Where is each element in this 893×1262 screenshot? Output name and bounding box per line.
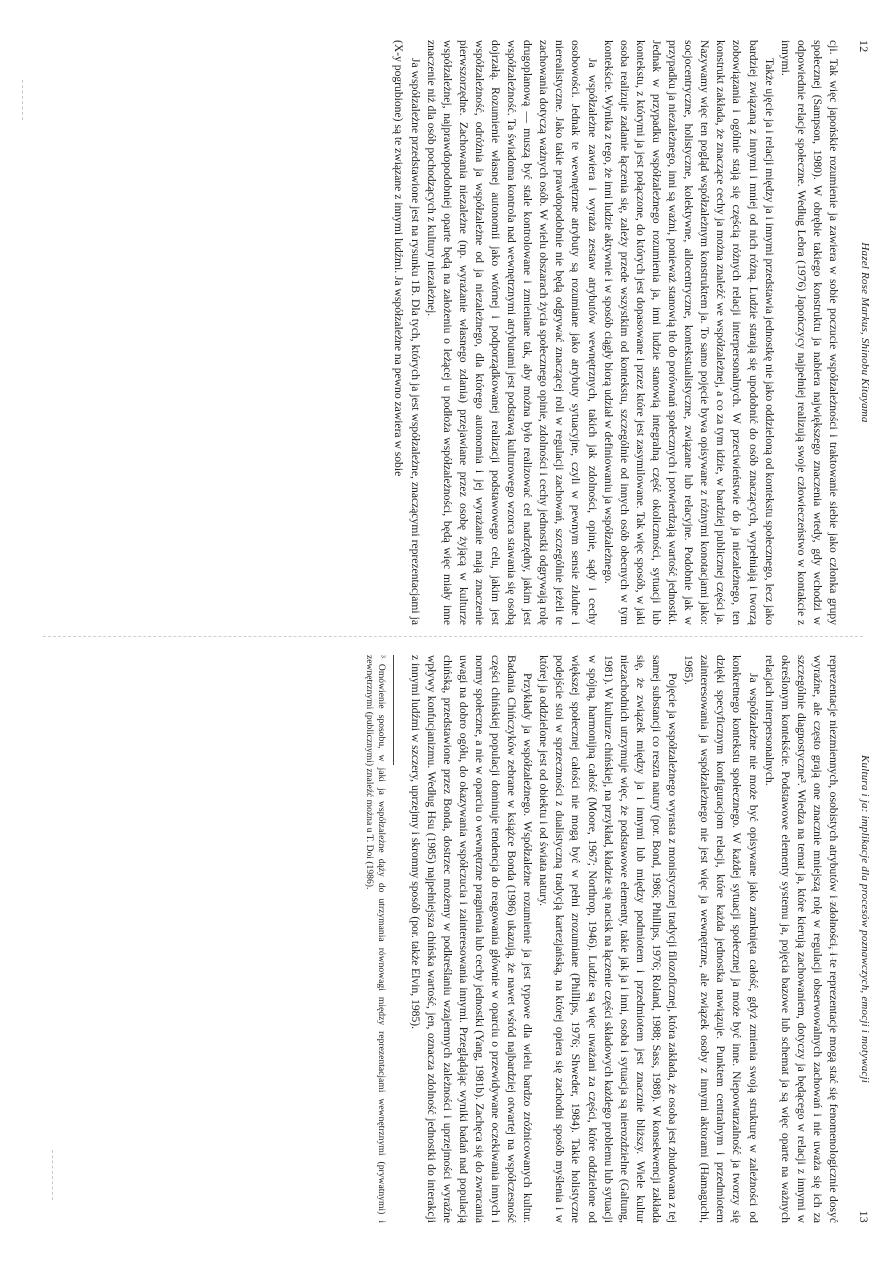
running-head: Kultura i ja: implikacje dla procesów poznawczych, emocji i motywacji [859,754,871,1084]
paragraph: reprezentacje niezmiennych, osobistych atrybutów i zdolności, i te reprezentacje mogą stać się fenomenologicznie dosyć wyraźne, ale często grają one znacznie mniejszą rolę w regulacji obserwowalnych zachowań i nie uważa się ich za szczególnie diagnostyczne³. Wiedza na temat ja, które kierują zachowaniem, dotyczy ja będącego w relacji z innymi w określonym kontekście. Podstawowe elementy systemu ja, pojęcia bazowe lub schemat ja są więc oparte na ważnych relacjach interpersonalnych. [762,655,840,1223]
paragraph: Przykłady ja współzależnego. Współzależne rozumienie ja jest typowe dla wielu bardzo zróżnicowanych kultur. Badania Chińczyków zebrane w książce Bonda (1986) ukazują, że nawet wśród najbardziej otwartej na współczesność części chińskiej populacji dominuje tendencja do reagowania głównie w oparciu o przewidywane oczekiwania innych i normy społeczne, a nie w oparciu o wewnętrzne pragnienia lub cechy jednostki (Yang, 1981b). Zachęca się do zwracania uwagi na dobro ogółu, do okazywania współczucia i zainteresowania innymi. Przeglądając wyniki badań nad populacją chińską, przedstawione przez Bonda, dostrzec możemy w podkreślaniu wzajemnych zależności i uprzejmości wyraźne wpływy konfucjanizmu. Według Hsu (1985) najpełniejsza chińska wartość, jen, oznacza zdolność jednostki do interakcji z innymi ludźmi w szczery, uprzejmy i skromny sposób (por. także Elvin, 1985). [408,655,535,1223]
left-page-body [390,40,841,625]
paragraph: Pojęcie ja współzależnego wyrasta z monistycznej tradycji filozoficznej, która zakłada, że osoba jest zbudowana z tej samej substancji co reszta natury (por. Bond, 1986; Phillips, 1976; Roland, 1988; Sass, 1988). W konsekwencji zakłada się, że związek między ja i innymi lub między podmiotem i przedmiotem jest znacznie bliższy. Wiele kultur niezachodnich utrzymuje więc, że podstawowe elementy, takie jak ja i inni, osoba i sytuacja są nierozdzielne (Galtung, 1981). W kulturze chińskiej, na przykład, kładzie się nacisk na łączenie części składowych każdego problemu lub sytuacji w spójną, harmonijną całość (Moore, 1967; Northrop, 1946). Ludzie są więc uważani za części, które oddzielone od większej społecznej całości nie mogą być w pełni zrozumiane (Phillips, 1976; Shweder, 1984). Takie holistyczne podejście stoi w sprzeczności z dualistyczną tradycją kartezjańską, na której opiera się zachodni sposób myślenia i w której ja oddzielone jest od obiektu i od świata natury. [537,655,680,1223]
page-gutter [43,636,863,637]
paragraph: Ja współzależne przedstawione jest na rysunku 1B. Dla tych, których ja jest współzależne, znaczącymi reprezentacjami ja (X-y pogrubione) są te związane z innymi ludźmi. Ja współzależne na pewno zawiera w sobie [392,40,422,625]
footnote-rule [393,655,394,765]
paragraph: Ja współzależne nie może być opisywane jako zamknięta całość, gdyż zmienia swoją strukturę w zależności od konkretnego kontekstu społecznego. W każdej sytuacji społecznej ja może być inne. Niepowtarzalność ja tworzy się dzięki specyficznym konfiguracjom relacji, które każda jednostka nawiązuje. Punktem centralnym i przedmiotem zainteresowania ja współzależnego nie jest więc ja wewnętrzne, ale związek osoby z innymi aktorami (Hamaguchi, 1985). [682,655,760,1223]
right-page-header [855,655,871,1223]
paragraph: cji. Tak więc japońskie rozumienie ja zawiera w sobie poczucie współzależności i traktowanie siebie jako członka grupy społecznej (Sampson, 1980). W obrębie takiego konstruktu ja nabiera największego znaczenia wtedy, gdy wchodzi w odpowiednie relacje społeczne. Według Lebra (1976) Japończycy najpełniej realizują swoje człowieczeństwo w kontakcie z innymi. [778,40,840,625]
footnote: ³ Omówienie sposobu, w jaki ja współzależne dąży do utrzymania równowagi między reprezentacjami wewnętrznymi (prywatnymi) i zewnętrznymi (publicznymi) znaleźć można u T. Doi (1986). [364,655,388,1223]
paragraph: Ja współzależne zawiera i wyraża zestaw atrybutów wewnętrznych, takich jak zdolności, opinie, sądy i cechy osobowości. Jednak te wewnętrzne atrybuty są rozumiane jako atrybuty sytuacyjne, czyli w pewnym sensie złudne i nierealistyczne. Jako takie prawdopodobnie nie będą odgrywać znaczącej roli w regulacji zachowań, szczególnie jeżeli te zachowania dotyczą ważnych osób. W wielu obszarach życia społecznego opinie, zdolności i cechy jednostki odgrywają rolę drugoplanową — muszą być stale kontrolowane i zmieniane tak, aby można było realizować cel nadrzędny, jakim jest współzależność. Ta świadoma kontrola nad wewnętrznymi atrybutami jest podstawą kulturowego wzorca stawania się osobą dojrzałą. Rozumienie własnej autonomii jako wtórnej i podporządkowanej realizacji podstawowego celu, jakim jest współzależność, odróżnia ja współzależne od ja niezależnego, dla którego autonomia i jej wyrażanie mają znaczenie pierwszorzędne. Zachowania niezależne (np. wyrażanie własnego zdania) przejawiane przez osobę żyjącą w kulturze współzależnej, najprawdopodobniej oparte będą na założeniu o leżącej u podłoża współzależności, będą więc miały inne znaczenie niż dla osób pochodzących z kultury niezależnej. [424,40,599,625]
left-page [0,40,893,625]
right-page [0,655,893,1223]
page-number: 12 [857,40,871,53]
right-page-body [363,655,841,1223]
running-head: Hazel Rose Markus, Shinobu Kitayama [859,242,871,423]
page-number: 13 [857,1210,871,1223]
paragraph: Także ujęcie ja i relacji między ja i innymi przedstawia jednostkę nie jako oddzieloną od kontekstu społecznego, lecz jako bardziej związaną z innymi i mniej od nich różną. Ludzie starają się upodobnić do osób znaczących, wypełniają i tworzą zobowiązania i ogólnie stają się częścią różnych relacji interpersonalnych. W przeciwieństwie do ja niezależnego, ten konstrukt zakłada, że znaczące cechy ja można znaleźć we współzależnej, a co za tym idzie, w bardziej publicznej części ja. Nazywamy więc ten pogląd współzależnym konstruktem ja. To samo pojęcie bywa opisywane z różnymi konotacjami jako: socjocentryczne, holistyczne, kolektywne, allocentryczne, kontekstualistyczne, związane lub relacyjne. Podobnie jak w przypadku ja niezależnego, inni są ważni, ponieważ stanowią tło do porównań społecznych i potwierdzają wartość jednostki. Jednak w przypadku współzależnego rozumienia ja, inni ludzie stanowią integralną część okoliczności, sytuacji lub kontekstu, z którymi ja jest połączone, do których jest dopasowane i przez które jest zasymilowane. Tak więc sposób, w jaki osoba realizuje zadanie łączenia się, zależy przede wszystkim od kontekstu, szczególnie od innych osób obecnych w tym kontekście. Wynika z tego, że inni ludzie aktywnie i w sposób ciągły biorą udział w definiowaniu ja współzależnego. [601,40,776,625]
left-page-header [855,40,871,625]
